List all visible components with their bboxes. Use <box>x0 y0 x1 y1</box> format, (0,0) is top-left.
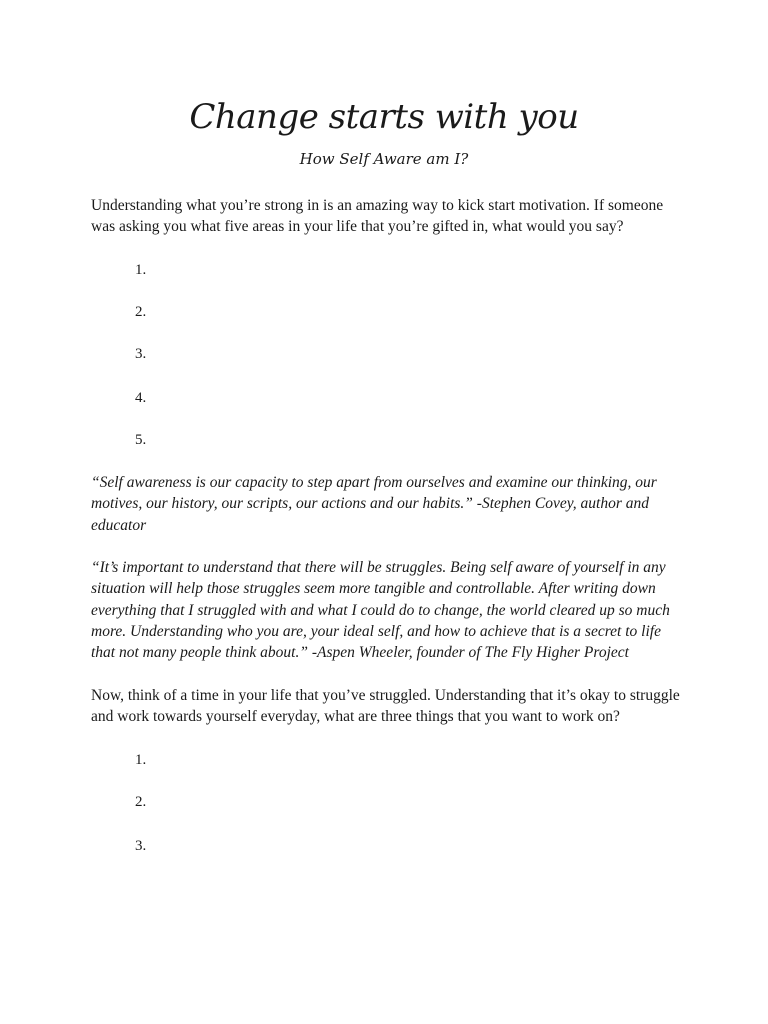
intro-paragraph: Understanding what you’re strong in is an amazing way to kick start motivation. If someone was asking you what five areas in your life that you’re gifted in, what would you say? <box>91 197 664 236</box>
list-item: 1. <box>135 262 147 278</box>
list-item: 2. <box>135 304 147 320</box>
list-item: 1. <box>135 752 147 768</box>
quote-aspen-wheeler: “It’s important to understand that there will be struggles. Being self aware of yourself in any situation will help those struggles seem more tangible and controllable. After writing down everything that I struggled with and what I could do to change, the world cleared up so much more. Understanding who you are, your ideal self, and how to achieve that is a secret to life that not many people think about.” -Aspen Wheeler, founder of The Fly Higher Project <box>91 559 670 662</box>
page-subtitle: How Self Aware am I? <box>299 150 469 168</box>
list-item: 5. <box>135 432 147 448</box>
list-item: 2. <box>135 794 147 810</box>
quote-stephen-covey: “Self awareness is our capacity to step apart from ourselves and examine our thinking, our motives, our history, our scripts, our actions and our habits.” -Stephen Covey, author and educator <box>91 474 657 534</box>
list-item: 4. <box>135 390 147 406</box>
list-item: 3. <box>135 346 147 362</box>
struggle-paragraph: Now, think of a time in your life that you’ve struggled. Understanding that it’s okay to struggle and work towards yourself everyday, what are three things that you want to work on? <box>91 687 680 726</box>
list-item: 3. <box>135 838 147 854</box>
page-title: Change starts with you <box>189 97 579 137</box>
